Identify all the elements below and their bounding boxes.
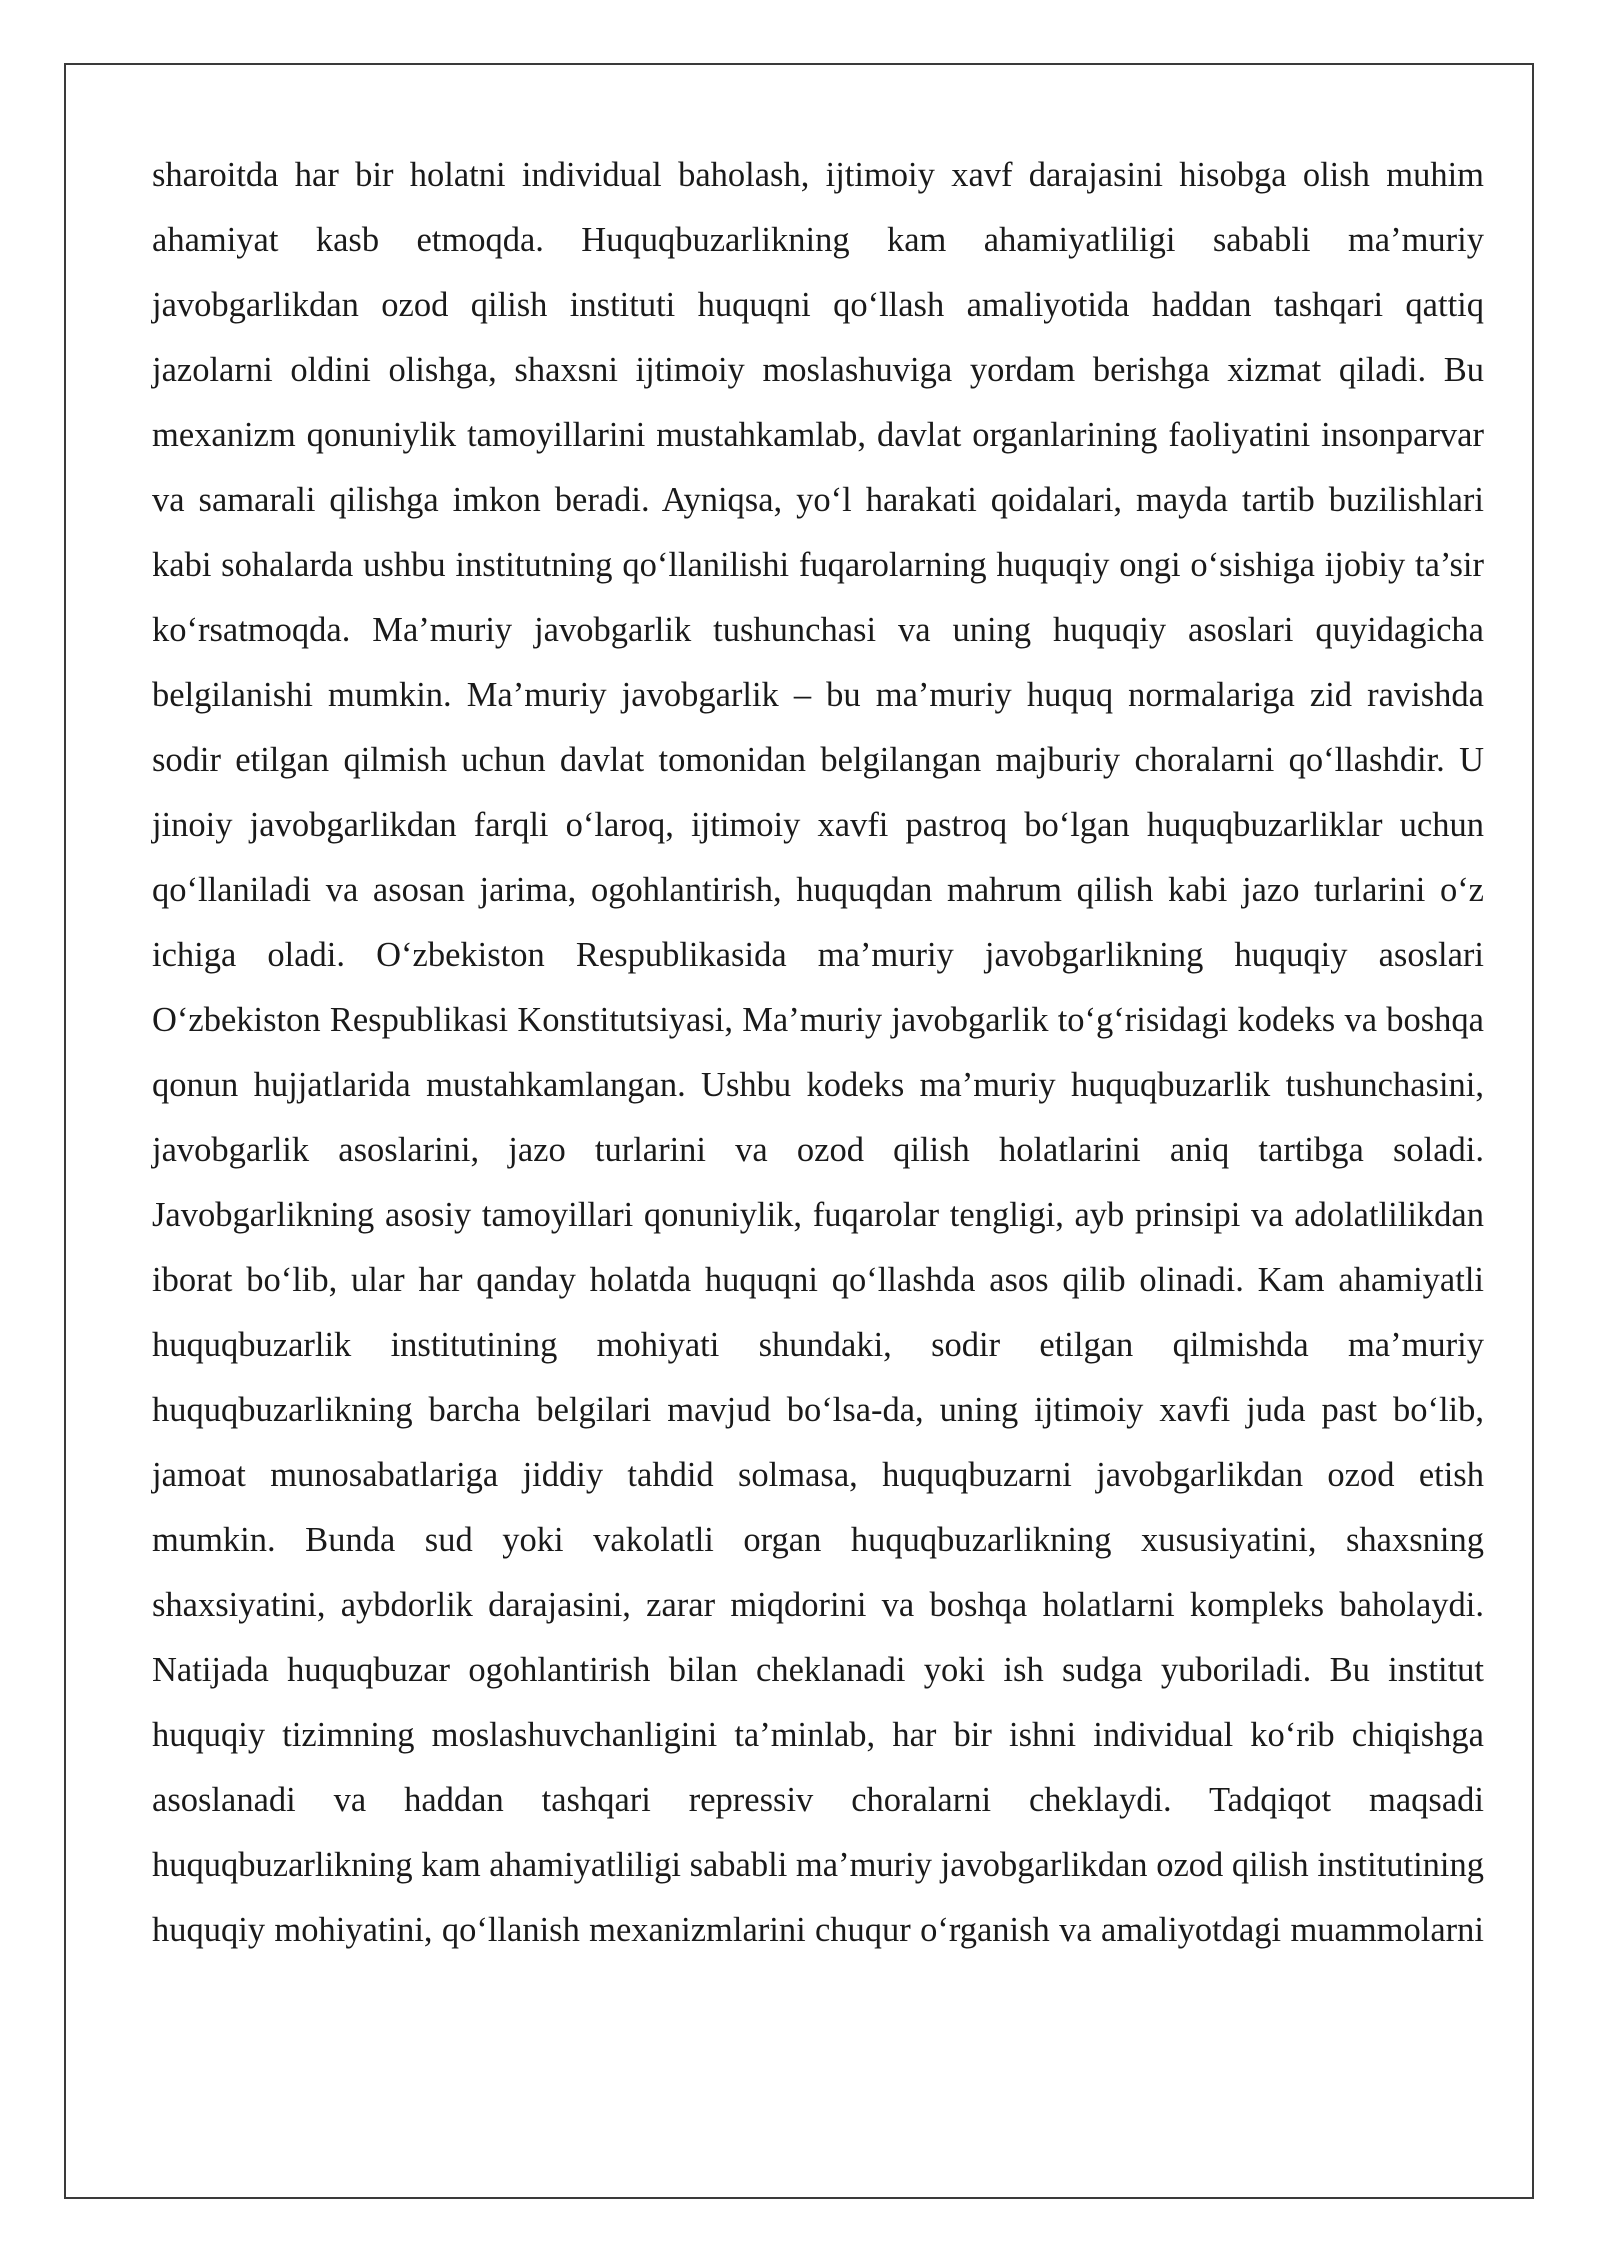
document-body: [152, 143, 1484, 1963]
body-paragraph: sharoitda har bir holatni individual baholash, ijtimoiy xavf darajasini hisobga olish muhim ahamiyat kasb etmoqda. Huquqbuzarlikning kam ahamiyatliligi sababli ma’muriy javobgarlikdan ozod qilish instituti huquqni qo‘llash amaliyotida haddan tashqari qattiq jazolarni oldini olishga, shaxsni ijtimoiy moslashuviga yordam berishga xizmat qiladi. Bu mexanizm qonuniylik tamoyillarini mustahkamlab, davlat organlarining faoliyatini insonparvar va samarali qilishga imkon beradi. Ayniqsa, yo‘l harakati qoidalari, mayda tartib buzilishlari kabi sohalarda ushbu institutning qo‘llanilishi fuqarolarning huquqiy ongi o‘sishiga ijobiy ta’sir ko‘rsatmoqda. Ma’muriy javobgarlik tushunchasi va uning huquqiy asoslari quyidagicha belgilanishi mumkin. Ma’muriy javobgarlik – bu ma’muriy huquq normalariga zid ravishda sodir etilgan qilmish uchun davlat tomonidan belgilangan majburiy choralarni qo‘llashdir. U jinoiy javobgarlikdan farqli o‘laroq, ijtimoiy xavfi pastroq bo‘lgan huquqbuzarliklar uchun qo‘llaniladi va asosan jarima, ogohlantirish, huquqdan mahrum qilish kabi jazo turlarini o‘z ichiga oladi. O‘zbekiston Respublikasida ma’muriy javobgarlikning huquqiy asoslari O‘zbekiston Respublikasi Konstitutsiyasi, Ma’muriy javobgarlik to‘g‘risidagi kodeks va boshqa qonun hujjatlarida mustahkamlangan. Ushbu kodeks ma’muriy huquqbuzarlik tushunchasini, javobgarlik asoslarini, jazo turlarini va ozod qilish holatlarini aniq tartibga soladi. Javobgarlikning asosiy tamoyillari qonuniylik, fuqarolar tengligi, ayb prinsipi va adolatlilikdan iborat bo‘lib, ular har qanday holatda huquqni qo‘llashda asos qilib olinadi. Kam ahamiyatli huquqbuzarlik institutining mohiyati shundaki, sodir etilgan qilmishda ma’muriy huquqbuzarlikning barcha belgilari mavjud bo‘lsa-da, uning ijtimoiy xavfi juda past bo‘lib, jamoat munosabatlariga jiddiy tahdid solmasa, huquqbuzarni javobgarlikdan ozod etish mumkin. Bunda sud yoki vakolatli organ huquqbuzarlikning xususiyatini, shaxsning shaxsiyatini, aybdorlik darajasini, zarar miqdorini va boshqa holatlarni kompleks baholaydi. Natijada huquqbuzar ogohlantirish bilan cheklanadi yoki ish sudga yuboriladi. Bu institut huquqiy tizimning moslashuvchanligini ta’minlab, har bir ishni individual ko‘rib chiqishga asoslanadi va haddan tashqari repressiv choralarni cheklaydi. Tadqiqot maqsadi huquqbuzarlikning kam ahamiyatliligi sababli ma’muriy javobgarlikdan ozod qilish institutining huquqiy mohiyatini, qo‘llanish mexanizmlarini chuqur o‘rganish va amaliyotdagi muammolarni: [152, 156, 1484, 1949]
